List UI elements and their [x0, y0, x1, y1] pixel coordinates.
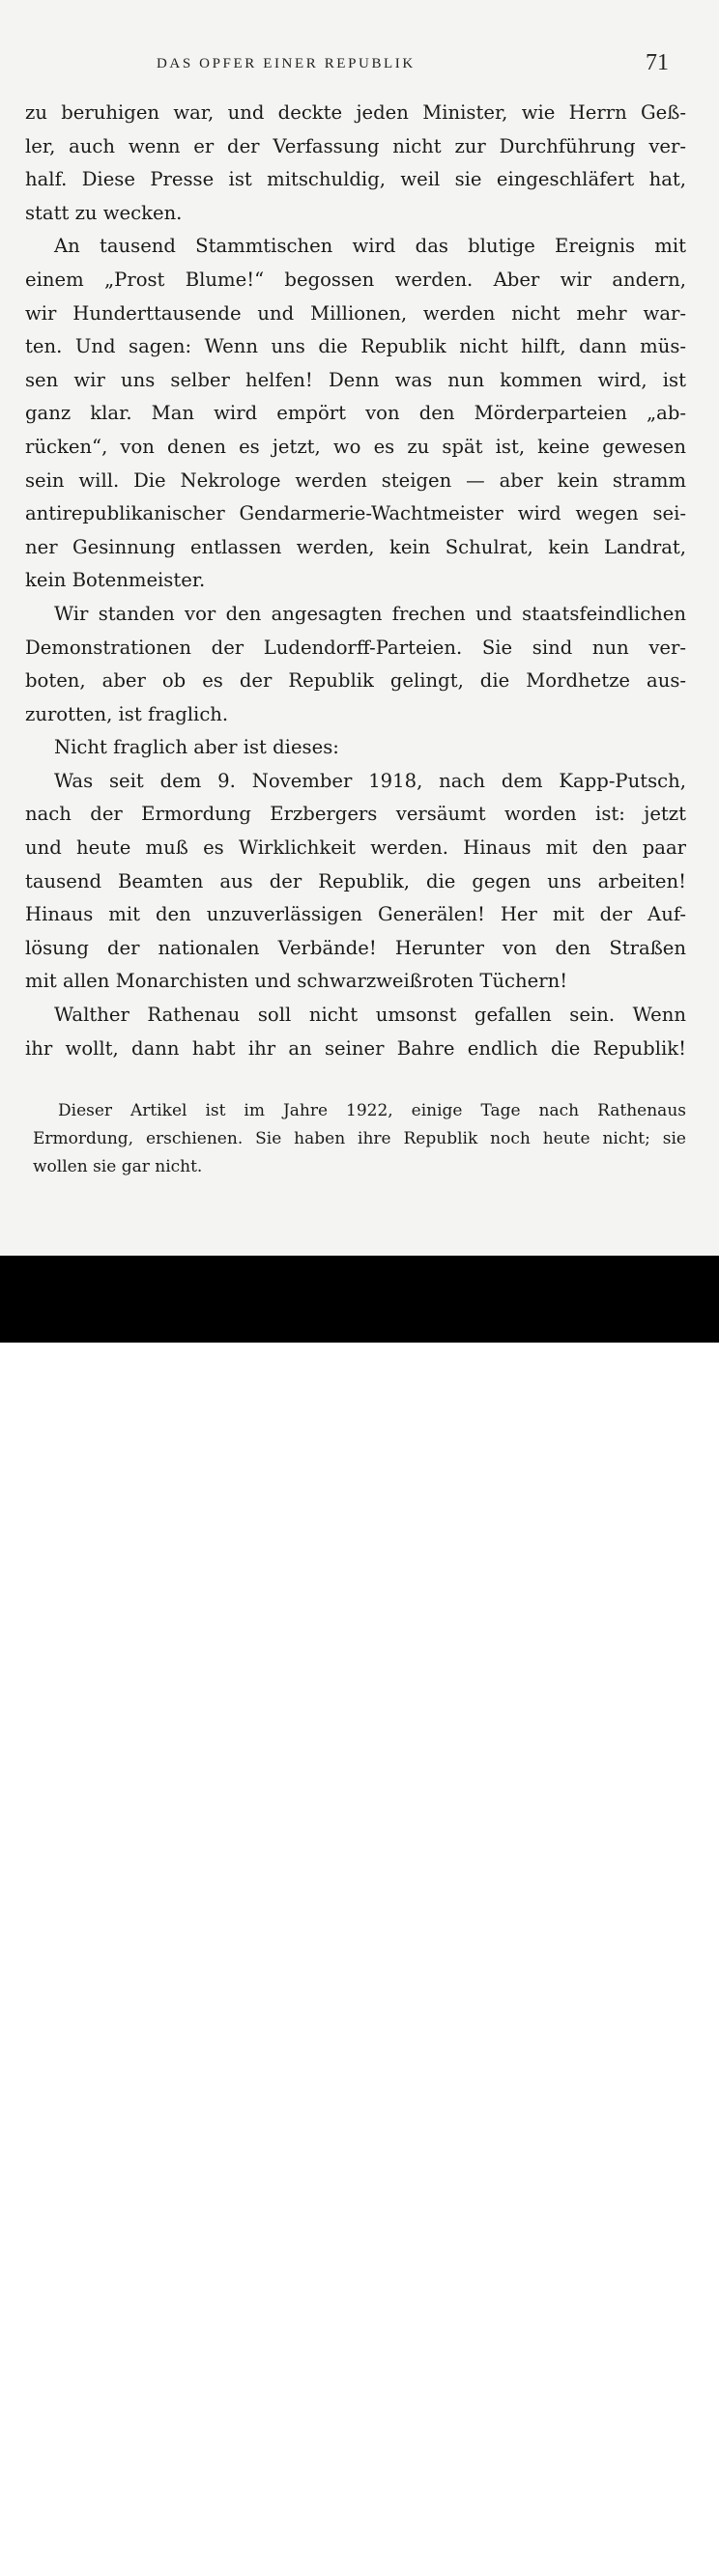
text-line: ner Gesinnung entlassen werden, kein Schulrat, kein Landrat, [25, 535, 686, 558]
text-line: An tausend Stammtischen wird das blutige Ereignis mit [54, 235, 686, 258]
text-line: zu beruhigen war, und deckte jeden Minister, wie Herrn Geß- [25, 101, 686, 124]
body-text [25, 97, 686, 1065]
text-line: zurotten, ist fraglich. [25, 702, 229, 725]
text-line: statt zu wecken. [25, 201, 183, 224]
paragraph-4 [25, 731, 686, 765]
text-line: lösung der nationalen Verbände! Herunter von den Straßen [25, 936, 686, 959]
paragraph-2 [25, 230, 686, 598]
running-title: DAS OPFER EINER REPUBLIK [157, 56, 416, 71]
text-line: nach der Ermordung Erzbergers versäumt worden ist: jetzt [25, 803, 686, 826]
text-line: wir Hunderttausende und Millionen, werden nicht mehr war- [25, 301, 686, 325]
text-line: Walther Rathenau soll nicht umsonst gefallen sein. Wenn [54, 1004, 686, 1027]
text-line: ihr wollt, dann habt ihr an seiner Bahre endlich die Republik! [25, 1036, 686, 1060]
footnote-line: wollen sie gar nicht. [33, 1157, 203, 1176]
image-id: J42CXR [608, 2530, 675, 2549]
footnote-line: Dieser Artikel ist im Jahre 1922, einige Tage nach Rathenaus [58, 1101, 686, 1120]
site-url: www.alamy.com [525, 2556, 675, 2575]
text-line: ten. Und sagen: Wenn uns die Republik nicht hilft, dann müs- [25, 335, 686, 358]
text-line: und heute muß es Wirklichkeit werden. Hinaus mit den paar [25, 836, 686, 860]
paragraph-6 [25, 999, 686, 1065]
text-line: Was seit dem 9. November 1918, nach dem Kapp-Putsch, [54, 769, 686, 792]
book-page [0, 0, 719, 1256]
text-line: Nicht fraglich aber ist dieses: [54, 736, 339, 759]
page-number: 71 [646, 50, 669, 75]
text-line: antirepublikanischer Gendarmerie-Wachtmeister wird wegen sei- [25, 502, 686, 525]
text-line: kein Botenmeister. [25, 569, 206, 592]
text-line: tausend Beamten aus der Republik, die gegen uns arbeiten! [25, 869, 686, 892]
text-line: einem „Prost Blume!“ begossen werden. Aber wir andern, [25, 268, 686, 291]
text-line: ganz klar. Man wird empört von den Mörderparteien „ab- [25, 402, 686, 425]
text-line: rücken“, von denen es jetzt, wo es zu spät ist, keine gewesen [25, 435, 686, 458]
text-line: sein will. Die Nekrologe werden steigen — aber kein stramm [25, 468, 686, 492]
text-line: sen wir uns selber helfen! Denn was nun kommen wird, ist [25, 368, 686, 391]
watermark-bar [0, 1256, 719, 2576]
paragraph-5 [25, 765, 686, 999]
alamy-logo: alamy [48, 2529, 182, 2576]
text-line: Hinaus mit den unzuverlässigen Generälen! Her mit der Auf- [25, 903, 686, 926]
paragraph-3 [25, 598, 686, 731]
paragraph-1 [25, 97, 686, 230]
footnote-line: Ermordung, erschienen. Sie haben ihre Republik noch heute nicht; sie [33, 1129, 686, 1148]
text-line: mit allen Monarchisten und schwarzweißroten Tüchern! [25, 970, 568, 993]
text-line: Demonstrationen der Ludendorff-Parteien. Sie sind nun ver- [25, 636, 686, 659]
footnote [33, 1097, 686, 1181]
text-line: ler, auch wenn er der Verfassung nicht zur Durchführung ver- [25, 134, 686, 157]
running-head [0, 50, 719, 77]
text-line: Wir standen vor den angesagten frechen und staatsfeindlichen [54, 602, 686, 625]
text-line: boten, aber ob es der Republik gelingt, die Mordhetze aus- [25, 669, 686, 693]
text-line: half. Diese Presse ist mitschuldig, weil sie eingeschläfert hat, [25, 168, 686, 191]
